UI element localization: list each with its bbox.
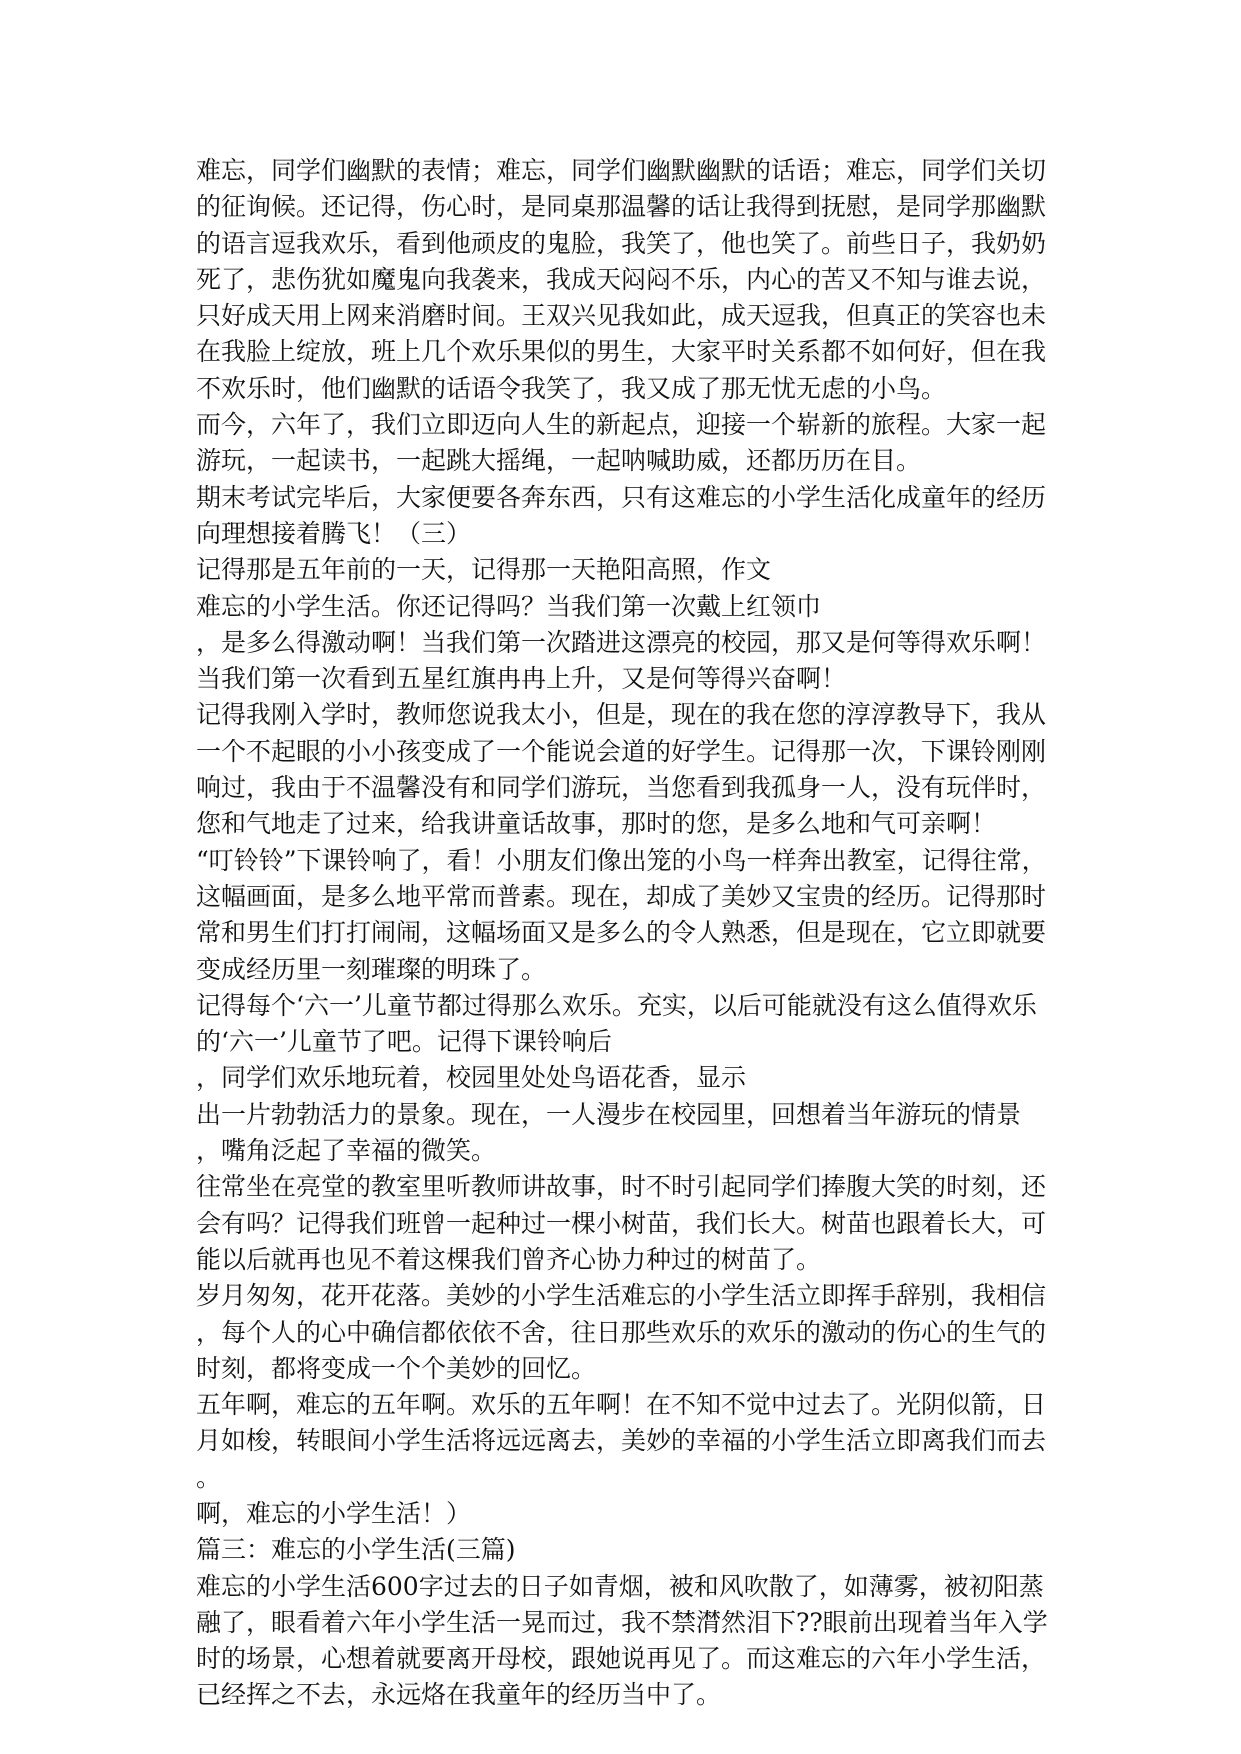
text-line: 的‘六一’儿童节了吧。记得下课铃响后	[196, 1027, 612, 1057]
text-line: 只好成天用上网来消磨时间。王双兴见我如此，成天逗我，但真正的笑容也未	[196, 301, 1047, 331]
text-line: 难忘，同学们幽默的表情；难忘，同学们幽默幽默的话语；难忘，同学们关切	[196, 156, 1047, 185]
text-line: ，嘴角泛起了幸福的微笑。	[196, 1136, 497, 1166]
text-line: 五年啊，难忘的五年啊。欢乐的五年啊！在不知不觉中过去了。光阴似箭，日	[196, 1390, 1047, 1420]
text-line: 岁月匆匆，花开花落。美妙的小学生活难忘的小学生活立即挥手辞别，我相信	[196, 1281, 1047, 1311]
text-line: “叮铃铃”下课铃响了，看！小朋友们像出笼的小鸟一样奔出教室，记得往常，	[196, 845, 1047, 875]
text-line: ，每个人的心中确信都依依不舍，往日那些欢乐的欢乐的激动的伤心的生气的	[196, 1317, 1047, 1347]
text-line: 的征询候。还记得，伤心时，是同桌那温馨的话让我得到抚慰，是同学那幽默	[196, 192, 1047, 222]
text-line: 响过，我由于不温馨没有和同学们游玩，当您看到我孤身一人，没有玩伴时，	[196, 773, 1047, 803]
text-line: 记得我刚入学时，教师您说我太小，但是，现在的我在您的淳淳教导下，我从	[196, 700, 1047, 730]
text-line: 时的场景，心想着就要离开母校，跟她说再见了。而这难忘的六年小学生活，	[196, 1644, 1047, 1674]
text-line: 月如梭，转眼间小学生活将远远离去，美妙的幸福的小学生活立即离我们而去	[196, 1426, 1047, 1456]
text-line: 的语言逗我欢乐，看到他顽皮的鬼脸，我笑了，他也笑了。前些日子，我奶奶	[196, 228, 1047, 258]
text-line: 啊，难忘的小学生活！）	[196, 1498, 472, 1528]
text-line: ，是多么得激动啊！当我们第一次踏进这漂亮的校园，那又是何等得欢乐啊！	[196, 627, 1047, 657]
text-line: 能以后就再也见不着这棵我们曾齐心协力种过的树苗了。	[196, 1244, 822, 1274]
text-line: 已经挥之不去，永远烙在我童年的经历当中了。	[196, 1680, 722, 1710]
text-line: 一个不起眼的小小孩变成了一个能说会道的好学生。记得那一次，下课铃刚刚	[196, 736, 1047, 766]
text-line: 死了，悲伤犹如魔鬼向我袭来，我成天闷闷不乐，内心的苦又不知与谁去说，	[196, 264, 1047, 294]
document-body	[196, 153, 1056, 1714]
text-line: 出一片勃勃活力的景象。现在，一人漫步在校园里，回想着当年游玩的情景	[196, 1099, 1022, 1129]
text-line: 时刻，都将变成一个个美妙的回忆。	[196, 1353, 597, 1383]
text-line: 而今，六年了，我们立即迈向人生的新起点，迎接一个崭新的旅程。大家一起	[196, 410, 1047, 440]
text-line: 往常坐在亮堂的教室里听教师讲故事，时不时引起同学们捧腹大笑的时刻，还	[196, 1172, 1047, 1202]
text-line: 当我们第一次看到五星红旗冉冉上升，又是何等得兴奋啊！	[196, 664, 847, 694]
text-line: 不欢乐时，他们幽默的话语令我笑了，我又成了那无忧无虑的小鸟。	[196, 373, 947, 403]
text-line: 难忘的小学生活。你还记得吗？当我们第一次戴上红领巾	[196, 591, 822, 621]
text-line: 融了，眼看着六年小学生活一晃而过，我不禁潸然泪下??眼前出现着当年入学	[196, 1607, 1048, 1637]
text-line: 记得每个‘六一’儿童节都过得那么欢乐。充实，以后可能就没有这么值得欢乐	[196, 990, 1037, 1020]
section-heading: 篇三：难忘的小学生活(三篇)	[196, 1535, 516, 1565]
text-line: ，同学们欢乐地玩着，校园里处处鸟语花香，显示	[196, 1063, 747, 1093]
text-line: 在我脸上绽放，班上几个欢乐果似的男生，大家平时关系都不如何好，但在我	[196, 337, 1047, 367]
text-line: 。	[196, 1462, 222, 1492]
text-line: 您和气地走了过来，给我讲童话故事，那时的您，是多么地和气可亲啊！	[196, 809, 997, 839]
text-line: 难忘的小学生活600字过去的日子如青烟，被和风吹散了，如薄雾，被初阳蒸	[196, 1571, 1044, 1601]
text-line: 游玩，一起读书，一起跳大摇绳，一起呐喊助威，还都历历在目。	[196, 446, 922, 476]
text-line: 变成经历里一刻璀璨的明珠了。	[196, 954, 547, 984]
text-line: 这幅画面，是多么地平常而普素。现在，却成了美妙又宝贵的经历。记得那时	[196, 881, 1047, 911]
text-line: 会有吗？记得我们班曾一起种过一棵小树苗，我们长大。树苗也跟着长大，可	[196, 1208, 1047, 1238]
text-line: 期末考试完毕后，大家便要各奔东西，只有这难忘的小学生活化成童年的经历	[196, 482, 1047, 512]
text-line: 常和男生们打打闹闹，这幅场面又是多么的令人熟悉，但是现在，它立即就要	[196, 918, 1047, 948]
text-line: 记得那是五年前的一天，记得那一天艳阳高照，作文	[196, 555, 772, 585]
text-line: 向理想接着腾飞！（三）	[196, 518, 472, 548]
